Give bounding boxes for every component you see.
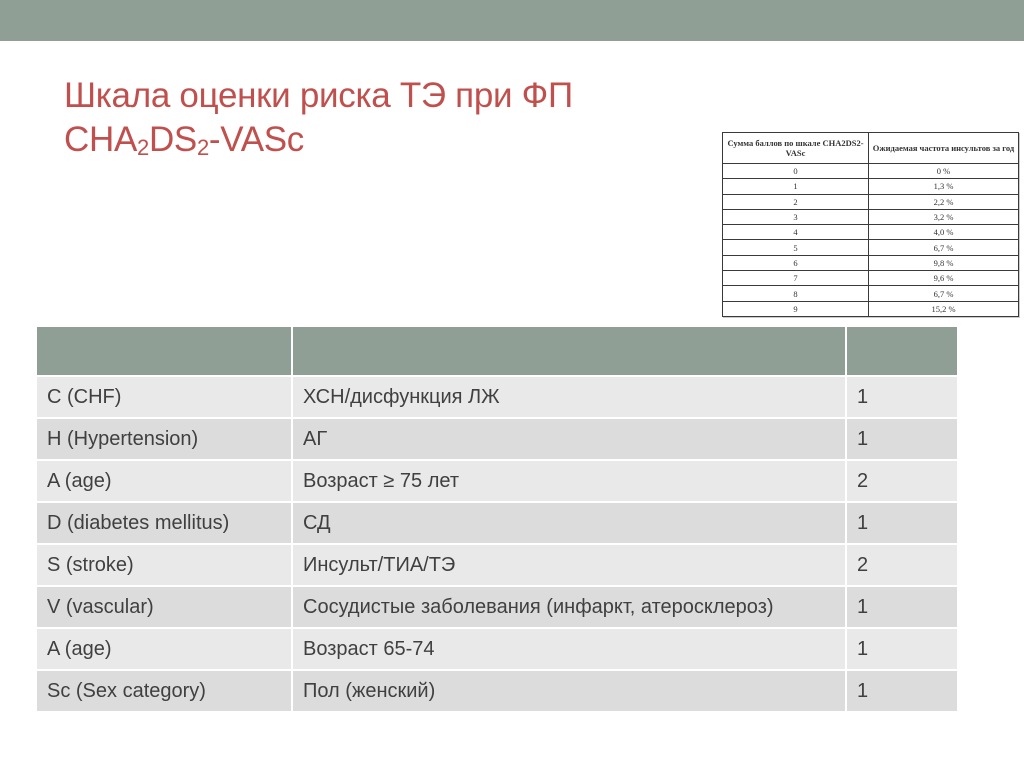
risk-factor-cell: C (CHF): [37, 377, 293, 419]
stroke-rate-cell: 6,7 %: [869, 286, 1019, 301]
stroke-rate-cell: 9,8 %: [869, 255, 1019, 270]
table-row: [37, 461, 957, 503]
description-cell: Возраст 65-74: [293, 629, 847, 671]
table-row: [37, 587, 957, 629]
score-cell: 4: [723, 225, 869, 240]
points-cell: 1: [847, 377, 957, 419]
risk-factor-cell: Sc (Sex category): [37, 671, 293, 713]
description-cell: Пол (женский): [293, 671, 847, 713]
table-row: [37, 377, 957, 419]
score-cell: 9: [723, 301, 869, 316]
score-sum-header: Сумма баллов по шкале CHA2DS2-VASc: [723, 133, 869, 164]
score-cell: 7: [723, 271, 869, 286]
header-cell-factor: [37, 327, 293, 377]
stroke-rate-cell: 15,2 %: [869, 301, 1019, 316]
points-cell: 1: [847, 419, 957, 461]
stroke-risk-row: [723, 179, 1019, 194]
header-band: [0, 0, 1024, 41]
table-row: [37, 671, 957, 713]
score-cell: 6: [723, 255, 869, 270]
description-cell: СД: [293, 503, 847, 545]
stroke-risk-row: [723, 240, 1019, 255]
stroke-rate-cell: 2,2 %: [869, 194, 1019, 209]
stroke-risk-row: [723, 255, 1019, 270]
stroke-rate-cell: 9,6 %: [869, 271, 1019, 286]
points-cell: 2: [847, 545, 957, 587]
description-cell: ХСН/дисфункция ЛЖ: [293, 377, 847, 419]
header-cell-description: [293, 327, 847, 377]
points-cell: 1: [847, 503, 957, 545]
stroke-risk-row: [723, 209, 1019, 224]
table-row: [37, 629, 957, 671]
risk-factor-cell: A (age): [37, 461, 293, 503]
slide-title: [64, 74, 573, 162]
risk-factor-cell: D (diabetes mellitus): [37, 503, 293, 545]
header-cell-points: [847, 327, 957, 377]
stroke-risk-table: [722, 132, 1019, 317]
title-line-2: $CHA_2DS_2$-VASc: [64, 120, 304, 160]
risk-factor-cell: H (Hypertension): [37, 419, 293, 461]
risk-factor-cell: V (vascular): [37, 587, 293, 629]
main-table-header-row: [37, 327, 957, 377]
stroke-rate-cell: 3,2 %: [869, 209, 1019, 224]
table-row: [37, 503, 957, 545]
risk-factor-cell: A (age): [37, 629, 293, 671]
description-cell: Возраст ≥ 75 лет: [293, 461, 847, 503]
stroke-risk-header-row: [723, 133, 1019, 164]
score-cell: 0: [723, 164, 869, 179]
description-cell: Сосудистые заболевания (инфаркт, атеросклероз): [293, 587, 847, 629]
stroke-rate-header: Ожидаемая частота инсультов за год: [869, 133, 1019, 164]
cha2ds2-vasc-table: [37, 327, 957, 713]
table-row: [37, 545, 957, 587]
stroke-risk-row: [723, 271, 1019, 286]
description-cell: Инсульт/ТИА/ТЭ: [293, 545, 847, 587]
score-cell: 3: [723, 209, 869, 224]
score-cell: 8: [723, 286, 869, 301]
stroke-rate-cell: 0 %: [869, 164, 1019, 179]
stroke-rate-cell: 6,7 %: [869, 240, 1019, 255]
stroke-rate-cell: 4,0 %: [869, 225, 1019, 240]
points-cell: 2: [847, 461, 957, 503]
stroke-risk-row: [723, 164, 1019, 179]
stroke-risk-row: [723, 286, 1019, 301]
points-cell: 1: [847, 629, 957, 671]
points-cell: 1: [847, 671, 957, 713]
score-cell: 2: [723, 194, 869, 209]
points-cell: 1: [847, 587, 957, 629]
score-cell: 1: [723, 179, 869, 194]
stroke-risk-row: [723, 301, 1019, 316]
stroke-rate-cell: 1,3 %: [869, 179, 1019, 194]
stroke-risk-row: [723, 225, 1019, 240]
risk-factor-cell: S (stroke): [37, 545, 293, 587]
table-row: [37, 419, 957, 461]
score-cell: 5: [723, 240, 869, 255]
description-cell: АГ: [293, 419, 847, 461]
stroke-risk-row: [723, 194, 1019, 209]
title-line-1: Шкала оценки риска ТЭ при ФП: [64, 76, 573, 115]
